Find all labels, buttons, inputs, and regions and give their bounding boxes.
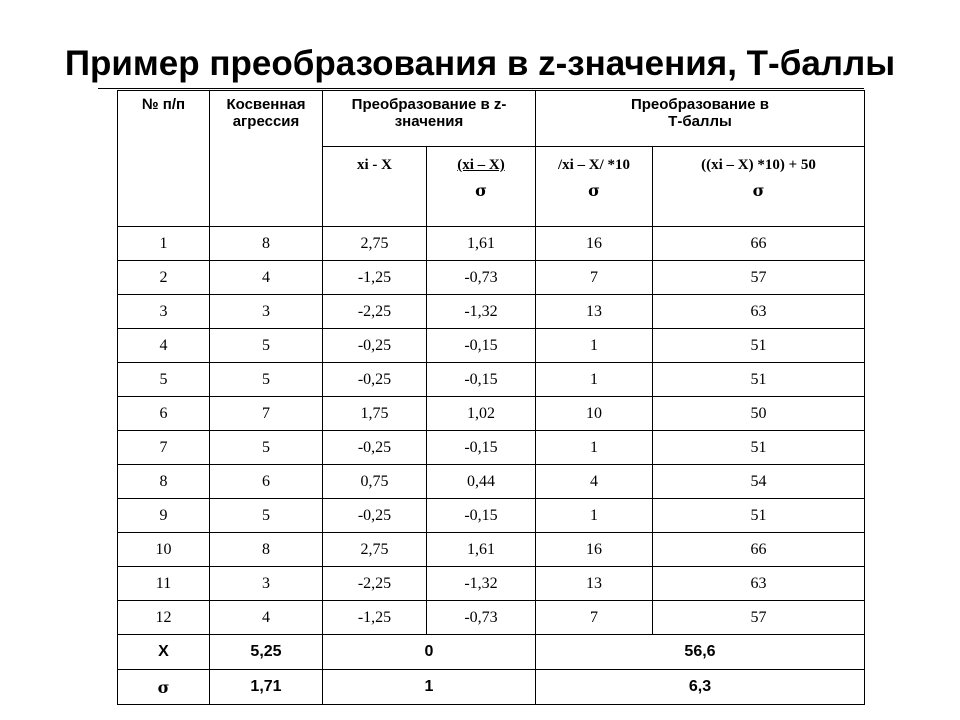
- footer-sd-aggression: 1,71: [210, 670, 323, 705]
- table-row: [118, 601, 865, 635]
- cell-z: -0,73: [427, 601, 536, 635]
- cell-deviation: -1,25: [323, 601, 427, 635]
- cell-z10: 1: [536, 363, 653, 397]
- footer-mean-aggression: 5,25: [210, 635, 323, 670]
- cell-aggression: 8: [210, 533, 323, 567]
- cell-t: 57: [653, 601, 865, 635]
- cell-z10: 1: [536, 499, 653, 533]
- cell-t: 50: [653, 397, 865, 431]
- cell-deviation: 2,75: [323, 227, 427, 261]
- table-row: [118, 363, 865, 397]
- footer-mean-z: 0: [323, 635, 536, 670]
- cell-t: 66: [653, 227, 865, 261]
- cell-t: 51: [653, 499, 865, 533]
- subheader-z-sigma: σ: [475, 181, 487, 200]
- subheader-t-sigma: σ: [752, 181, 765, 200]
- cell-z: -0,73: [427, 261, 536, 295]
- cell-deviation: -1,25: [323, 261, 427, 295]
- subheader-deviation-text: xi - X: [357, 157, 392, 173]
- footer-sd-label: σ: [118, 670, 210, 705]
- cell-t: 51: [653, 329, 865, 363]
- cell-z: -0,15: [427, 499, 536, 533]
- cell-z: -0,15: [427, 431, 536, 465]
- cell-aggression: 7: [210, 397, 323, 431]
- cell-t: 63: [653, 567, 865, 601]
- cell-z: -0,15: [427, 329, 536, 363]
- cell-aggression: 5: [210, 329, 323, 363]
- footer-sd-z: 1: [323, 670, 536, 705]
- cell-deviation: 2,75: [323, 533, 427, 567]
- cell-z: -1,32: [427, 567, 536, 601]
- cell-deviation: -0,25: [323, 431, 427, 465]
- col-header-aggression-text: Косвенная агрессия: [226, 96, 306, 130]
- cell-number: 9: [118, 499, 210, 533]
- cell-t: 66: [653, 533, 865, 567]
- slide-title: Пример преобразования в z-значения, Т-баллы: [64, 44, 896, 83]
- subheader-t-formula: [653, 147, 865, 227]
- col-header-t-group: [536, 91, 865, 147]
- cell-z: 0,44: [427, 465, 536, 499]
- table-row: [118, 261, 865, 295]
- cell-number: 4: [118, 329, 210, 363]
- cell-number: 11: [118, 567, 210, 601]
- cell-t: 51: [653, 363, 865, 397]
- cell-z10: 4: [536, 465, 653, 499]
- cell-aggression: 5: [210, 431, 323, 465]
- cell-z10: 13: [536, 567, 653, 601]
- subheader-z10-numerator: /xi – X/ *10: [557, 157, 631, 173]
- cell-number: 2: [118, 261, 210, 295]
- cell-t: 57: [653, 261, 865, 295]
- col-header-t-group-text: Преобразование в Т-баллы: [630, 96, 770, 130]
- cell-deviation: 1,75: [323, 397, 427, 431]
- cell-z: -1,32: [427, 295, 536, 329]
- table-row: [118, 567, 865, 601]
- cell-z: 1,61: [427, 227, 536, 261]
- data-table: [117, 90, 865, 705]
- cell-number: 12: [118, 601, 210, 635]
- cell-z10: 16: [536, 533, 653, 567]
- cell-z10: 13: [536, 295, 653, 329]
- cell-number: 7: [118, 431, 210, 465]
- cell-number: 8: [118, 465, 210, 499]
- cell-aggression: 6: [210, 465, 323, 499]
- cell-number: 5: [118, 363, 210, 397]
- cell-z10: 1: [536, 329, 653, 363]
- cell-aggression: 3: [210, 567, 323, 601]
- subheader-z10-formula: [536, 147, 653, 227]
- table-row: [118, 227, 865, 261]
- table-row: [118, 431, 865, 465]
- cell-t: 51: [653, 431, 865, 465]
- cell-deviation: 0,75: [323, 465, 427, 499]
- table-row: [118, 465, 865, 499]
- subheader-deviation: [323, 147, 427, 227]
- cell-deviation: -0,25: [323, 363, 427, 397]
- footer-mean-label: X: [118, 635, 210, 670]
- col-header-z-group-text: Преобразование в z-значения: [351, 96, 507, 130]
- cell-z10: 10: [536, 397, 653, 431]
- cell-number: 3: [118, 295, 210, 329]
- subheader-z-formula: [427, 147, 536, 227]
- col-header-aggression: [210, 91, 323, 227]
- table-row: [118, 397, 865, 431]
- subheader-t-numerator: ((xi – X) *10) + 50: [701, 157, 816, 173]
- footer-sd-t: 6,3: [536, 670, 865, 705]
- cell-z10: 7: [536, 601, 653, 635]
- cell-deviation: -2,25: [323, 295, 427, 329]
- cell-aggression: 4: [210, 261, 323, 295]
- cell-number: 10: [118, 533, 210, 567]
- table-body: [118, 227, 865, 635]
- table-row: [118, 295, 865, 329]
- subheader-z10-sigma: σ: [588, 181, 600, 200]
- cell-z: -0,15: [427, 363, 536, 397]
- cell-aggression: 5: [210, 499, 323, 533]
- table-row: [118, 533, 865, 567]
- cell-aggression: 5: [210, 363, 323, 397]
- col-header-number: № п/п: [118, 91, 210, 227]
- table-row: [118, 329, 865, 363]
- footer-mean-t: 56,6: [536, 635, 865, 670]
- cell-t: 63: [653, 295, 865, 329]
- col-header-z-group: [323, 91, 536, 147]
- cell-z10: 7: [536, 261, 653, 295]
- table-row: [118, 499, 865, 533]
- cell-deviation: -0,25: [323, 499, 427, 533]
- cell-deviation: -2,25: [323, 567, 427, 601]
- subheader-z-numerator: (xi – X): [457, 157, 505, 173]
- cell-z10: 16: [536, 227, 653, 261]
- cell-number: 6: [118, 397, 210, 431]
- title-underline: [98, 88, 864, 89]
- cell-aggression: 8: [210, 227, 323, 261]
- cell-z: 1,61: [427, 533, 536, 567]
- cell-z10: 1: [536, 431, 653, 465]
- cell-deviation: -0,25: [323, 329, 427, 363]
- cell-aggression: 4: [210, 601, 323, 635]
- cell-z: 1,02: [427, 397, 536, 431]
- cell-aggression: 3: [210, 295, 323, 329]
- cell-t: 54: [653, 465, 865, 499]
- cell-number: 1: [118, 227, 210, 261]
